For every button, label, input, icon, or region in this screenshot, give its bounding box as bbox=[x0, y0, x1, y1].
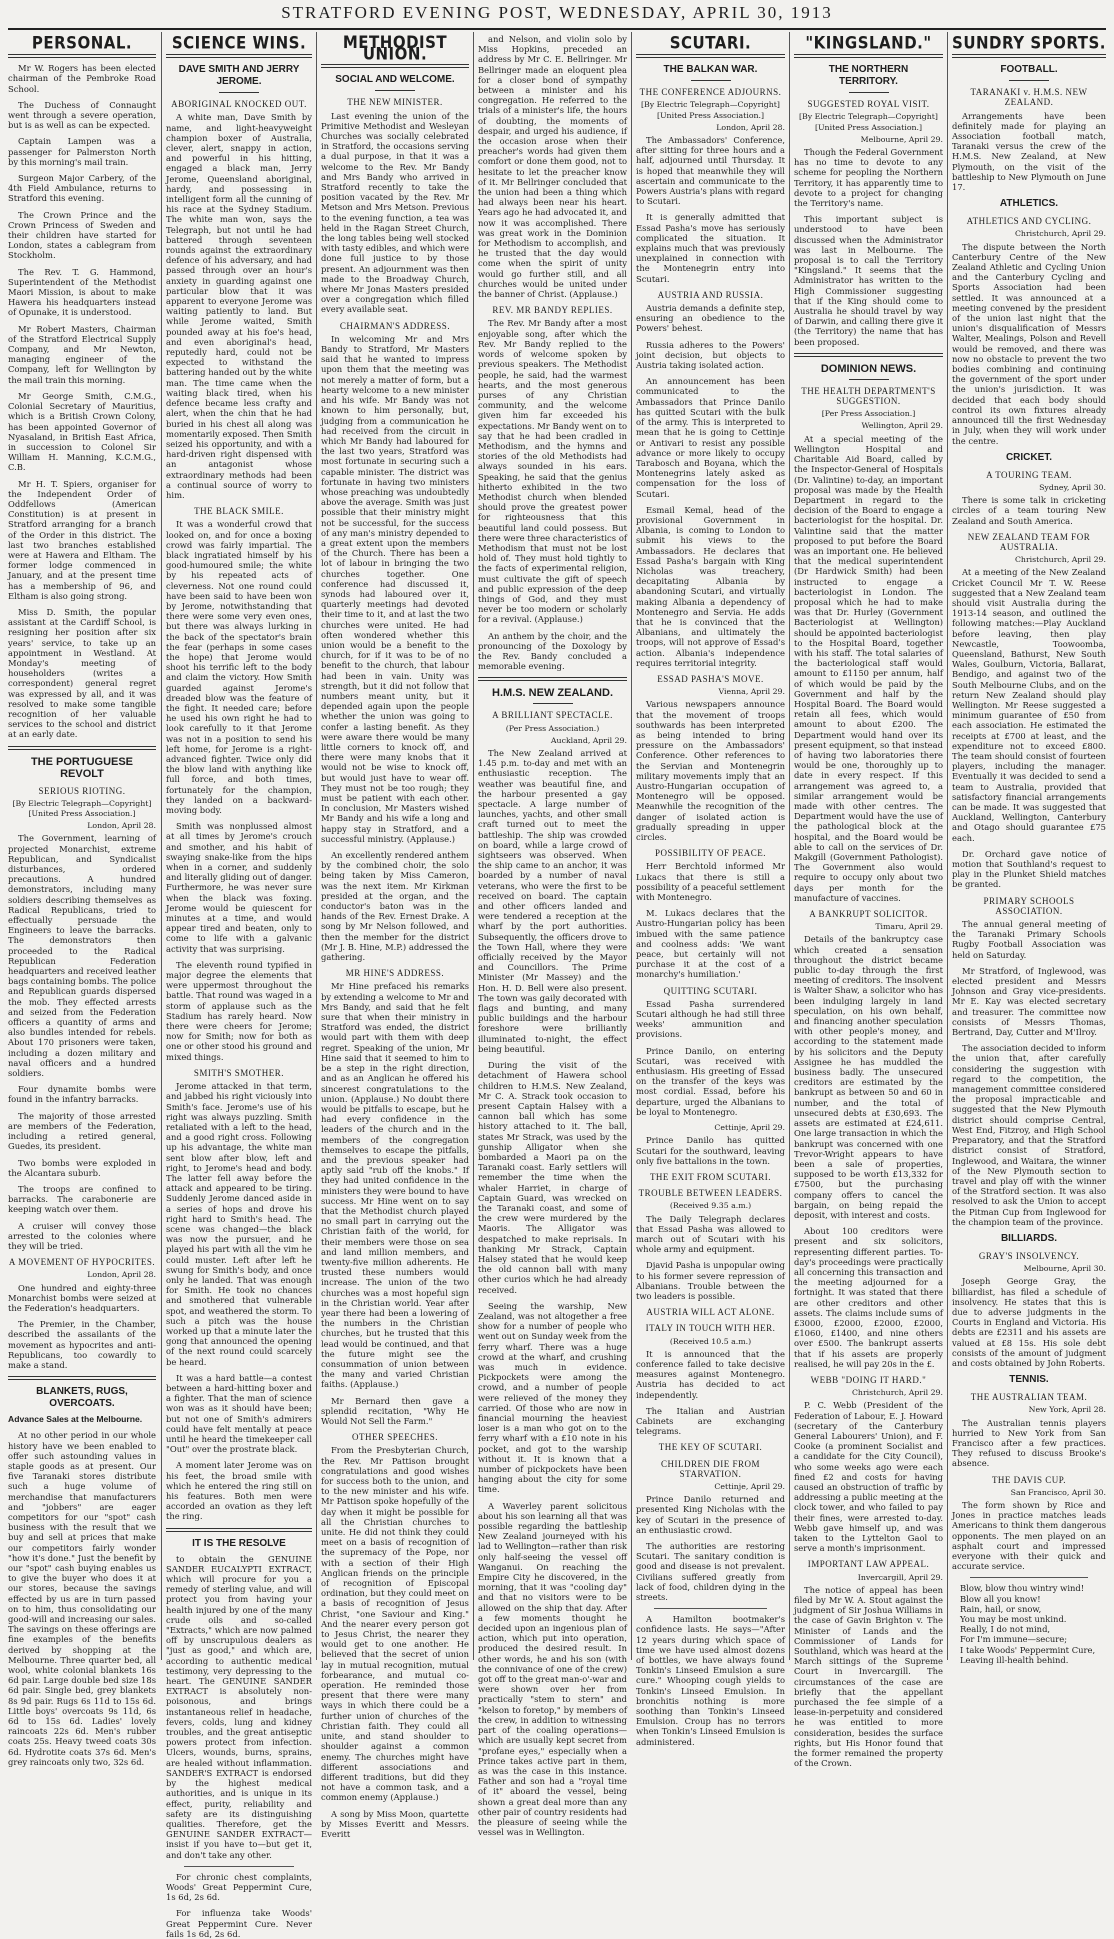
paragraph: Miss D. Smith, the popular assistant at the Cardiff School, is resigning her position after six years' service, to take up an appointment in Westland. At Monday's meeting of householders (writes a correspondent) general regret was expressed by all, and it was resolved to make some tangible recognition of her valuable services to the school and district at an early date. bbox=[8, 606, 156, 740]
column-rule bbox=[631, 32, 632, 1660]
paragraph: About 100 creditors were present and six solicitors, representing different parties. To-day's proceedings were practically all concerning this transaction and the meeting adjourned for a fortnight. It was stated that there are other creditors and other assets. The claims include sums of £3000, £2000, £2000, £2000, £1060, £1400, and nine others over £500. The bankrupt asserts that if his assets are properly realised, he will pay 20s in the £. bbox=[794, 1226, 943, 1369]
divider bbox=[321, 64, 469, 68]
paragraph: The Premier, in the Chamber, described the assailants of the movement as hypocrites and anti-Republicans, too cowardly to make a stand. bbox=[8, 1319, 156, 1370]
subhead: PRIMARY SCHOOLS ASSOCIATION. bbox=[983, 895, 1075, 916]
column-methodist-union bbox=[321, 31, 469, 1839]
paragraph: The troops are confined to barracks. The carabonerie are keeping watch over them. bbox=[8, 1183, 156, 1215]
paragraph: A cruiser will convey those arrested to the colonies where they will be tried. bbox=[8, 1220, 156, 1251]
paragraph: The notice of appeal has been filed by Mr W. A. Stout against the judgment of Sir Joshua Williams in the case of Gavin Brighton v. The Minister of Lands and the Commissioner of Lands for Southland, which was heard at the March sittings of the Supreme Court in Invercargill. The circumstances of the case are briefly that the appellant purchased the fee simple of a lease-in-perpetuity and considered he was entitled to more consideration, besides the surface rights, but His Honor found that the former remained the property of the Crown. bbox=[794, 1584, 943, 1769]
paragraph: An anthem by the choir, and the pronouncing of the Doxology by the Rev. Bandy concluded a memorable evening. bbox=[478, 630, 627, 672]
column-methodist-continued bbox=[478, 34, 627, 1838]
subhead: THE NEW MINISTER. bbox=[347, 97, 443, 108]
dateline: Cettinje, April 29. bbox=[714, 1481, 785, 1491]
advertisement-body: For chronic chest complaints, Woods' Great Peppermint Cure, 1s 6d, 2s 6d. bbox=[166, 1871, 312, 1903]
paragraph: Herr Berchtold informed Mr Lukacs that there is still a possibility of a peaceful settlement with Montenegro. bbox=[636, 861, 785, 903]
masthead: STRATFORD EVENING POST, WEDNESDAY, APRIL 30, 1913 bbox=[281, 3, 833, 22]
subhead: POSSIBILITY OF PEACE. bbox=[655, 848, 766, 859]
headline-dominion-news: DOMINION NEWS. bbox=[820, 362, 917, 375]
headline-kingsland: "KINGSLAND." bbox=[805, 32, 932, 54]
subhead: THE EXIT FROM SCUTARI. bbox=[649, 1171, 772, 1182]
subhead: A TOURING TEAM. bbox=[986, 469, 1072, 480]
paragraph: The Rev. T. G. Hammond, Superintendent of the Methodist Maori Mission, is about to make Hawera his headquarters instead of Opunake, it is understood. bbox=[8, 266, 156, 318]
divider bbox=[636, 54, 785, 58]
paragraph: The authorities are restoring Scutari. The sanitary condition is good and disease is not prevalent. Civilians suffered greatly from lack of food, children dying in the streets. bbox=[636, 1541, 785, 1603]
dateline: Invercargill, April 29. bbox=[857, 1572, 943, 1582]
headline-science-wins: SCIENCE WINS. bbox=[171, 32, 307, 54]
paragraph: Last evening the union of the Primitive Methodist and Wesleyan Churches was socially celebrated in Stratford, the occasions serving a dual purpose, in that it was a welcome to the Rev. Mr Bandy and Mrs Bandy who arrived in Stratford recently to take the position vacated by the Rev. Mr Metson and Mrs Metson. Previous to the evening function, a tea was held in the Ragan Street Church, the long tables being well stocked with tasty edibles, and which were done full justice to by those present. An adjournment was then made to the Broadway Church, where Mr Jonas Masters presided over a congregation which filled every available seat. bbox=[321, 110, 469, 315]
subhead: A BRILLIANT SPECTACLE. bbox=[492, 710, 613, 721]
verse-line: Rain, hail, or snow, bbox=[960, 1603, 1042, 1614]
paragraph: The form shown by Rice and Jones in practice matches leads Americans to think them dangerous opponents. The men played on an asphalt court and impressed everyone with their quick and accurate service. bbox=[952, 1499, 1106, 1572]
verse-line: For I'm immune—secure; bbox=[960, 1634, 1068, 1645]
paragraph: The dispute between the North Canterbury Centre of the New Zealand Athletic and Cycling Union and the Canterbury Cycling and Sports Association had been settled. It was announced at a meeting convened by the president of the union last night that the union's disqualification of Messrs Walter, Mealings, Polson and Revell would be removed, and there was now no obstacle to prevent the two bodies combining and continuing the government of the sport under the union's jurisdiction. It was decided that each body should control its own fixtures already announced till the first Wednesday in July, when they will work under the centre. bbox=[952, 241, 1106, 446]
advertisement-body: A Hamilton bootmaker's confidence lasts. He says—"After 12 years during which space of time we have used almost dozens of bottles, we have always found Tonkin's Linseed Emulsion a sure cure." Whooping cough yields to Tonkin's Linseed Emulsion. In bronchitis nothing is more soothing than Tonkin's Linseed Emulsion. Croup has no terrors when Tonkin's Linseed Emulsion is administered. bbox=[636, 1614, 785, 1747]
subhead: DAVE SMITH AND JERRY JEROME. bbox=[178, 64, 300, 88]
dateline: Christchurch, April 29. bbox=[1014, 555, 1106, 565]
paragraph: P. C. Webb (President of the Federation of Labour, E. J. Howard (secretary of the Canterbury General Labourers' Union), and F. Cooke (a prominent Socialist and a candidate for the City Council), who some weeks ago were each fined £2 and costs for having caused an obstruction of traffic by addressing a public meeting at the clock tower, and who failed to pay their fines, were arrested to-day. Webb gave himself up, and was taken to the Lyttelton Gaol to serve a month's imprisonment. bbox=[794, 1400, 943, 1554]
subhead: SUGGESTED ROYAL VISIT. bbox=[807, 99, 930, 110]
masthead-rule bbox=[8, 28, 1106, 30]
subhead: ITALY IN TOUCH WITH HER. bbox=[645, 1323, 776, 1334]
subhead: QUITTING SCUTARI. bbox=[663, 985, 758, 996]
section-tennis: TENNIS. bbox=[1009, 1374, 1049, 1386]
paragraph: From the Presbyterian Church, the Rev. Mr Pattison brought congratulations and good wishes for success both to the union, and to the new minister and his wife. Mr Pattison spoke hopefully of the day when it might be possible for all the Christian churches to unite. He did not think they could meet on a basis of recognition of the supremacy of the Pope, nor with a section of their High Anglican friends on the principle of recognition of Episcopal ordination, but they could meet on a basis of recognition of Jesus Christ, "one Saviour and King." And the nearer every person got to Jesus Christ, the nearer they would get to one another. He believed that the secret of union lay in mutual recognition, mutual forbearance, and mutual co-operation. He reminded those present that there were many ways in which there could be a further union of churches of the Christian faith. They could all unite, and stand shoulder to shoulder against a common enemy. The churches might have different associations and different traditions, but did they not have a common task, and a common enemy (Applause.) bbox=[321, 1445, 469, 1803]
paragraph: Four dynamite bombs were found in the infantry barracks. bbox=[8, 1084, 156, 1105]
paragraph: Prince Danilo, on entering Scutari, was received with enthusiasm. His greeting of Essad on the transfer of the keys was most cordial. Essad, before his departure, urged the Albanians to be loyal to Montenegro. bbox=[636, 1045, 785, 1117]
credit-line: [By Electric Telegraph—Copyright] [United Press Association.] bbox=[799, 112, 938, 132]
paragraph: During the visit of the detachment of Hawera school children to H.M.S. New Zealand, Mr C. A. Strack took occasion to present Captain Halsey with a cannon ball which has some history attached to it. The ball, states Mr Strack, was used by the gunship Alligator when she bombarded a Maori pa on the Taranaki coast. Early settlers will remember the time when the whaler Harriet, in charge of Captain Guard, was wrecked on the Taranaki coast, and some of the crew were murdered by the Maoris. The Alligator was despatched to make reprisals. In thanking Mr Strack, Captain Halsey stated that he would keep the old cannon ball with many other curios which he had already received. bbox=[478, 1060, 627, 1295]
verse-line: Blow, blow thou wintry wind! bbox=[960, 1583, 1085, 1594]
paragraph: It was a wonderful crowd that looked on, and for once a boxing crowd was fairly impartial. The black ingratiated himself by his good-humoured smile; the white by his repeated acts of cleverness. Not one round could have been said to have been won by Jerome, notwithstanding that there were some very even ones, but there was always lurking in the back of the spectator's brain the fear (perhaps in some cases the hope) that Jerome would shoot his terrific left to the body and claim the victory. How Smith guarded against Jerome's dreaded blow was the feature of the fight. It needed care; before he used his own right he had to look carefully to it that Jerome was not in a position to send his left home, for Jerome is a right-advanced fighter. Twice only did the blow land with anything like full force, and both times, fortunately for the champion, they landed on a backward-moving body. bbox=[166, 519, 312, 816]
column-rule bbox=[316, 32, 317, 1660]
column-rule bbox=[789, 32, 790, 1660]
paragraph: The New Zealand arrived at 1.45 p.m. to-day and met with an enthusiastic reception. The weather was beautiful fine, and the harbour presented a gay spectacle. A large number of launches, yachts, and other small craft turned out to meet the battleship. The ship was crowded on board, while a large crowd of sightseers was observed. When the ship came to an anchor, it was boarded by a number of naval veterans, who were the first to be received on board. The captain and other officers landed and were tendered a reception at the wharf by the port authorities. Subsequently, the officers drove to the Town Hall, where they were officially received by the Mayor and Councillors. The Prime Minister (Mr Massey) and the Hon. H. D. Bell were also present. The town was gaily decorated with flags and bunting, and many public buildings and the harbour foreshore were brilliantly illuminated to-night, the effect being beautiful. bbox=[478, 748, 627, 1054]
subhead: SOCIAL AND WELCOME. bbox=[335, 74, 455, 86]
paragraph: The association decided to inform the union that, after carefully considering the suggestion with regard to the competition, the management committee considered the proposal impracticable and suggested that the New Plymouth district should comprise Central, West End, Fitzroy, and High School Preparatory, and that the Stratford district consist of Stratford, Inglewood, and Waitara, the winner of the New Plymouth section to travel and play off with the winner of the Stratford section. It was also resolved to ask the Union to accept the Pitman Cup from Inglewood for the champion team of the province. bbox=[952, 1043, 1106, 1227]
headline-methodist-union: METHODIST UNION. bbox=[342, 31, 448, 65]
paragraph: An announcement has been communicated to the Ambassadors that Prince Danilo has quitted Scutari with the bulk of the army. This is interpreted to mean that he is going to Cettinje or Antivari to resist any possible advance or more likely to occupy Tarabosch and Boyana, which the Montenegrins lately asked as compensation for the loss of Scutari. bbox=[636, 376, 785, 499]
paragraph: Captain Lampen was a passenger for Palmerston North by this morning's mail train. bbox=[8, 136, 156, 167]
divider bbox=[166, 1528, 312, 1532]
dateline: London, April 28. bbox=[87, 1270, 156, 1280]
subhead: SMITH'S SMOTHER. bbox=[193, 1067, 285, 1078]
paragraph: A moment later Jerome was on his feet, the broad smile with which he entered the ring still on his features. Both men were accorded an ovation as they left the ring. bbox=[166, 1460, 312, 1522]
paragraph: Joseph George Gray, the billiardist, has filed a schedule of insolvency. He states that this is due to adverse judgments in the Courts in England and Victoria. His debts are £2311 and his assets are valued at £8 15s. His sole debt consists of the amount of judgment and costs obtained by John Roberts. bbox=[952, 1276, 1106, 1368]
column-rule bbox=[161, 32, 162, 1660]
paragraph: Mr Hine prefaced his remarks by extending a welcome to Mr and Mrs Bandy, and said that he felt sure that when their ministry in Stratford was ended, the district would part with them with deep regret. Speaking of the union, Mr Hine said that it seemed to him to be a step in the right direction, and as an Anglican he offered his sincerest congratulations to the union. (Applause.) No doubt there would be pitfalls to escape, but he had every confidence in the leaders of the church and in the members of the congregation themselves to escape the pitfalls, and the previous speaker had aptly said "rub off the knobs." If they had united confidence in the ministers they were bound to have success. Mr Hine went on to say that the Methodist church played no small part in carrying out the Christian faith of the world, for their members were those on sea and land million members, and twenty-five million adherents. He trusted these numbers would increase. The union of the two churches was a most hopeful sign in the Christian world. Year after year there had been a lowering of the numbers in the Christian churches, but he trusted that this lead would be continued, and that the future might see the consummation of union between the many and varied Christian faiths. (Applause.) bbox=[321, 981, 469, 1390]
subhead: A MOVEMENT OF HYPOCRITES. bbox=[8, 1257, 156, 1268]
paragraph: The Duchess of Connaught went through a severe operation, but is as well as can be expected. bbox=[8, 99, 156, 131]
divider bbox=[478, 677, 627, 681]
column-sundry-sports bbox=[952, 32, 1106, 1665]
subhead: THE CONFERENCE ADJOURNS. bbox=[639, 87, 782, 98]
paragraph: The Crown Prince and the Crown Princess of Sweden and their children have started for London, states a cablegram from Stockholm. bbox=[8, 209, 156, 261]
divider bbox=[8, 54, 156, 58]
paragraph: It is announced that the conference failed to take decisive measures against Montenegro. Austria has decided to act independently. bbox=[636, 1348, 785, 1400]
subhead: GRAY'S INSOLVENCY. bbox=[978, 1250, 1080, 1261]
paragraph: Surgeon Major Carbery, of the 4th Field Ambulance, returns to Stratford this evening. bbox=[8, 173, 156, 204]
paragraph: Russia adheres to the Powers' joint decision, but objects to Austria taking isolated action. bbox=[636, 339, 785, 371]
dateline: Sydney, April 30. bbox=[1039, 482, 1106, 492]
paragraph: and Nelson, and violin solo by Miss Hopkins, preceded an address by Mr C. E. Bellringer. Mr Bellringer made an eloquent plea for a closer bond of sympathy between a minister and his congregation. He referred to the trials of a minister's life, the hours of doubting, the moments of despair, and urged his audience, if the occasion arose when their preacher's words had given them comfort or done them good, not to hesitate to let the preacher know of it. Mr Bellringer concluded that the union had been a thing which had always been near his heart. Years ago he had advocated it, and now it was accomplished. There was great work in the Dominion for Methodism to accomplish, and he trusted that the day would come when the spirit of unity would go further still, and all churches would be united under the banner of Christ. (Applause.) bbox=[478, 34, 627, 300]
subhead: OTHER SPEECHES. bbox=[351, 1432, 438, 1443]
subhead: THE AUSTRALIAN TEAM. bbox=[970, 1392, 1088, 1403]
divider bbox=[166, 54, 312, 58]
dateline: Christchurch, April 29. bbox=[851, 1388, 943, 1398]
paragraph: There is some talk in cricketing circles of a team touring New Zealand and South America. bbox=[952, 495, 1106, 526]
divider bbox=[794, 353, 943, 357]
received-time: (Received 9.35 a.m.) bbox=[669, 1201, 752, 1211]
subhead: THE BLACK SMILE. bbox=[194, 506, 284, 517]
divider bbox=[849, 92, 889, 93]
paragraph: Austria demands a definite step, ensuring an obedience to the Powers' behest. bbox=[636, 303, 785, 334]
dateline: Melbourne, April 29. bbox=[860, 134, 943, 144]
paragraph: The Italian and Austrian Cabinets are exchanging telegrams. bbox=[636, 1405, 785, 1437]
subhead: THE HEALTH DEPARTMENT'S SUGGESTION. bbox=[801, 385, 936, 407]
credit-line: [Per Press Association.] bbox=[821, 409, 916, 419]
dateline: London, April 28. bbox=[87, 821, 156, 831]
subhead: THE DAVIS CUP. bbox=[991, 1474, 1067, 1485]
dateline: Vienna, April 29. bbox=[718, 687, 785, 697]
subhead: MR HINE'S ADDRESS. bbox=[345, 968, 445, 979]
advertisement-subheading: Advance Sales at the Melbourne. bbox=[8, 1414, 143, 1425]
verse-line: Leaving ill-health behind. bbox=[960, 1654, 1069, 1665]
dateline: Auckland, April 29. bbox=[550, 735, 627, 745]
divider bbox=[1009, 80, 1049, 81]
section-athletics: ATHLETICS. bbox=[999, 198, 1059, 210]
divider bbox=[952, 54, 1106, 58]
subhead: NEW ZEALAND TEAM FOR AUSTRALIA. bbox=[967, 531, 1091, 552]
subhead: AUSTRIA WILL ACT ALONE. bbox=[646, 1307, 775, 1318]
paragraph: It is generally admitted that Essad Pasha's move has seriously complicated the situation. It explains much that was previously unexplained in connection with the Montenegrin entry into Scutari. bbox=[636, 212, 785, 284]
paragraph: A Waverley parent solicitous about his son learning all that was possible regarding the battleship New Zealand journeyed with his lad to Wellington—rather than risk only half-seeing the vessel off Wanganui. On reaching the Empire City he discovered, in the morning, that it was "cooling day" and that no visitors were to be allowed on the ship that day. After a few moments thought he decided upon an ingenious plan of action, which put into operation, produced the desired result. In other words, he and his son (with the connivance of one of the crew) got off to the great man-o'-war and were shown over her from practically "stem to stern" and "kelson to foretop," by members of the crew, in addition to witnessing part of the coaling operations—which are usually kept secret from "profane eyes," especially when a Prince takes active part in them, as was the case in this instance. Father and son had a "royal time of it" aboard the vessel, being shown a great deal more than any other pair of country residents had the pleasure of seeing while the vessel was in Wellington. bbox=[478, 1500, 627, 1838]
column-rule bbox=[947, 32, 948, 1660]
verse-line: Really, I do not mind, bbox=[960, 1624, 1051, 1635]
paragraph: Prince Danilo has quitted Scutari for the southward, leaving only five battalions in the town. bbox=[636, 1135, 785, 1166]
credit-line: (Per Press Association.) bbox=[505, 723, 600, 733]
divider bbox=[794, 54, 943, 58]
paragraph: Prince Danilo returned and presented King Nicholas with the key of Scutari in the presence of an enthusiastic crowd. bbox=[636, 1494, 785, 1535]
advertisement-body: At no other period in our whole history have we been enabled to offer such astounding values in staple goods as at present. Our five Taranaki stores distribute such a huge volume of merchandise that manufacturers and "jobbers" are eager competitors for our "spot" cash business with the result that we buy and sell at prices that make our competitors fairly wonder "how it's done." Just the benefit by our "spot" cash buying enables us to give the buyer who does it at our stores, because the savings effected by us are in turn passed on to him, thus consolidating our good-will and increasing our sales. The savings on these offerings are fine examples of the benefits derived by shopping at the Melbourne. Three quarter bed, all wool, white colonial blankets 16s 6d pair. Large double bed size 18s 6d pair. Single bed, grey blankets 8s 9d pair. Rugs 6s 11d to 15s 6d. Little boys' overcoats 9s 11d, 6s 6d to 15s 6d. Ladies' lovely raincoats 22s 6d. Men's rubber coats 25s. Heavy tweed coats 30s 6d. Hydrotite coats 37s 6d. Men's grey raincoats only two, 32s 6d. bbox=[8, 1430, 157, 1767]
advertisement-body: to obtain the GENUINE SANDER EUCALYPTI EXTRACT, which will procure for you a remedy of sterling value, and will protect you from having your health injured by one of the many crude oils and so-called "Extracts," which are now palmed off by unscrupulous dealers as "just as good," and which are, according to authentic medical testimony, very depressing to the heart. The GENUINE SANDER EXTRACT is absolutely non-poisonous, and brings instantaneous relief in headache, fevers, colds, lung and kidney troubles, and the great antiseptic powers protect from infection. Ulcers, wounds, burns, sprains, are healed without inflammation. SANDER'S EXTRACT is endorsed by the highest medical authorities, and is unique in its effect, purity, reliability and safety are its distinguishing qualities. Therefore, get the GENUINE SANDER EXTRACT—insist if you have to—but get it, and don't take any other. bbox=[166, 1553, 312, 1860]
subhead: A BANKRUPT SOLICITOR. bbox=[809, 909, 928, 920]
credit-line: [By Electric Telegraph—Copyright] [United Press Association.] bbox=[12, 798, 152, 818]
advertisement-body: For influenza take Woods' Great Peppermint Cure. Never fails 1s 6d, 2s 6d. bbox=[166, 1908, 312, 1939]
paragraph: The Rev. Mr Bandy after a most enjoyable song, after which the Rev. Mr Bandy replied to the words of welcome spoken by previous speakers. The Methodist people, he said, had the warmest hearts, and the most generous purses of any Christian community, and the welcome given him far exceeded his expectations. Mr Bandy went on to say that he had been cradled in Methodism, and the hymns and stories of the old Methodists had always sounded in his ears. Speaking, he said that the genius hitherto exhibited in the two Methodist church when blended should prove the greatest power for righteousness that this beautiful land could possess. But there were three characteristics of Methodism that must not be lost hold of. They must hold tightly to the facts of experimental religion, must cultivate the gift of speech and public expression of the deep things of God, and they must never be too modern or scholarly for a revival. (Applause.) bbox=[478, 318, 627, 625]
subhead: THE KEY OF SCUTARI. bbox=[658, 1442, 763, 1453]
dateline: London, April 28. bbox=[716, 122, 785, 132]
divider bbox=[533, 703, 573, 704]
paragraph: Though the Federal Government has no time to devote to any scheme for peopling the Northern Territory, it has apparently time to devote to a project for changing the Territory's name. bbox=[794, 147, 943, 209]
paragraph: The Daily Telegraph declares that Essad Pasha was allowed to march out of Scutari with his whole army and equipment. bbox=[636, 1213, 785, 1255]
subhead: AUSTRIA AND RUSSIA. bbox=[657, 289, 764, 300]
paragraph: Smith was nonplussed almost at all times by Jerome's crouch and smother, and his habit of swaying snake-like from the hips when in a corner, and suddenly and literally gliding out of danger. Furthermore, he was never sure when the black was foxing. Jerome would be quiescent for minutes at a time, and would appear tired and beaten, only to come to life with a galvanic activity that was surprising. bbox=[166, 821, 312, 954]
headline-scutari: SCUTARI. bbox=[669, 32, 752, 54]
paragraph: The annual general meeting of the Taranaki Primary Schools Rugby Football Association was held on Saturday. bbox=[952, 919, 1106, 960]
subhead: IMPORTANT LAW APPEAL. bbox=[807, 1559, 930, 1570]
paragraph: It was a hard battle—a contest between a hard-hitting boxer and a fighter. That the man of science won was as it should have been; but not one of Smith's admirers could have felt mentally at peace until he heard the timekeeper call "Out" over the prostrate black. bbox=[166, 1372, 312, 1455]
divider bbox=[184, 1866, 294, 1867]
headline-personal: PERSONAL. bbox=[31, 32, 133, 54]
advertisement-heading: BLANKETS, RUGS, OVERCOATS. bbox=[36, 1386, 128, 1410]
divider bbox=[219, 92, 259, 93]
divider bbox=[375, 90, 415, 91]
paragraph: The Government, learning of projected Monarchist, extreme Republican, and Syndicalist disturbances, ordered precautions. A hundred demonstrators, including many soldiers describing themselves as Radical Republicans, tried to effectually persuade the Engineers to leave the barracks. The demonstrators then proceeded to the Radical Republican Federation headquarters and received leather bags containing bombs. The police and Republican guards dispersed the mob. They effected arrests and seized from the Federation officers a quantity of arms and also bundles intended for rebels. About 170 prisoners were taken, including a dozen military and naval officers and a hundred soldiers. bbox=[8, 833, 156, 1079]
subhead: WEBB "DOING IT HARD." bbox=[810, 1374, 927, 1385]
column-science-wins bbox=[166, 32, 312, 1939]
paragraph: Esmail Kemal, head of the provisional Government in Albania, is coming to London to submit his views to the Ambassadors. He declares that Essad Pasha's bargain with King Nicholas was treachery, decapitating Albania by abandoning Scutari, and virtually making Albania a dependency of Montenegro and Servia. He adds that he is convinced that the Albanians, and ultimately the troops, will not approve of Essad's action. Albania's independence requires territorial integrity. bbox=[636, 504, 785, 668]
column-scutari bbox=[636, 32, 785, 1747]
headline-sundry-sports: SUNDRY SPORTS. bbox=[952, 32, 1106, 54]
paragraph: Djavid Pasha is unpopular owing to his former severe repression of Albanians. Trouble between the two leaders is possible. bbox=[636, 1260, 785, 1301]
subhead: ESSAD PASHA'S MOVE. bbox=[657, 673, 764, 684]
dateline: Wellington, April 29. bbox=[861, 421, 943, 431]
headline-portuguese-revolt: THE PORTUGUESE REVOLT bbox=[30, 755, 134, 780]
dateline: Christchurch, April 29. bbox=[1014, 229, 1106, 239]
paragraph: Mr W. Rogers has been elected chairman of the Pembroke Road School. bbox=[8, 63, 156, 94]
subhead: THE BALKAN WAR. bbox=[663, 64, 758, 76]
section-cricket: CRICKET. bbox=[1005, 451, 1053, 463]
paragraph: Jerome attacked in that term, and jabbed his right viciously into Smith's face. Jerome's use of his right was always puzzling. Smith retaliated with a left to the head, and a good right cross. Following up his advantage, the white man sent blow after blow, left and right, to Jerome's head and body. The latter fell away before the attack and appeared to be tiring. Suddenly Jerome danced aside in a series of hops and drove his right hard to Smith's head. The scene was changed—the black was now the pursuer, and he played his part with all the vim he could muster. Left after left he swung for Smith's body, and once only he landed. That was enough for Smith. He took no chances and smothered that vulnerable spot, and weathered the storm. To such a pitch was the house worked up that a minute later the gong that announced the opening of the next round could scarcely be heard. bbox=[166, 1081, 312, 1367]
subhead: CHILDREN DIE FROM STARVATION. bbox=[660, 1458, 760, 1479]
paragraph: Dr. Orchard gave notice of motion that Southland's request to play in the Plunket Shield matches be granted. bbox=[952, 848, 1106, 890]
dateline: Timaru, April 29. bbox=[875, 922, 943, 932]
subhead: ATHLETICS AND CYCLING. bbox=[966, 216, 1092, 227]
paragraph: Essad Pasha surrendered Scutari although he had still three weeks' ammunition and provisions. bbox=[636, 998, 785, 1040]
paragraph: Various newspapers announce that the movement of troops southwards has been interpreted as being intended to bring pressure on the Ambassadors' Conference. Other references to the Servian and Montenegrin military movements imply that an Austro-Hungarian occupation of Montenegro will be opposed. Meanwhile the recognition of the danger of isolated action is gradually spreading in upper circles. bbox=[636, 699, 785, 843]
paragraph: Mr H. T. Spiers, organiser for the Independent Order of Oddfellows (American Constitution) is at present in Stratford arranging for a branch of the Order in this district. The last two branches established were at Hawera and Eltham. The former lodge commenced in January, and at the present time has a membership of 96, and Eltham is also going strong. bbox=[8, 478, 156, 601]
paragraph: Arrangements have been definitely made for playing an Association football match, Taranaki versus the crew of the H.M.S. New Zealand, at New Plymouth, on the visit of the battleship to New Plymouth on June 17. bbox=[952, 110, 1106, 193]
headline-hms-new-zealand: H.M.S. NEW ZEALAND. bbox=[492, 687, 613, 700]
verse-line: Blow all you know! bbox=[960, 1593, 1041, 1604]
divider bbox=[691, 80, 731, 81]
subhead: REV. MR BANDY REPLIES. bbox=[492, 305, 613, 316]
paragraph: The Ambassadors' Conference, after sitting for three hours and a half, adjourned until Thursday. It is hoped that meanwhile they will ascertain and communicate to the Powers Austria's plans with regard to Scutari. bbox=[636, 135, 785, 207]
subhead: THE NORTHERN TERRITORY. bbox=[828, 64, 909, 88]
paragraph: A song by Miss Moon, quartette by Misses Everitt and Messrs. Everitt bbox=[321, 1808, 469, 1839]
paragraph: At a meeting of the New Zealand Cricket Council Mr T. W. Reese suggested that a New Zealand team should visit Australia during the 1913-14 season, and outlined the following matches:—Play Auckland before leaving, then play Newcastle, Toowoomba, Queensland, Bathurst, New South Wales, Goulburn, Victoria, Ballarat, Bendigo, and against two of the South Melbourne Clubs, and on the return New Zealand should play Wellington. Mr Reese suggested a minimum guarantee of £50 from each association. He estimated the receipts at £700 at least, and the expenditure not to exceed £800. The team should consist of fourteen players, including the manager. Eventually it was decided to send a team to Australia, provided that satisfactory financial arrangements can be made. It was suggested that Auckland, Wellington, Canterbury and Otago should guarantee £75 each. bbox=[952, 567, 1106, 843]
divider bbox=[970, 1577, 1088, 1578]
column-kingsland bbox=[794, 32, 943, 1769]
paragraph: At a special meeting of the Wellington Hospital and Charitable Aid Board, called by the Inspector-General of Hospitals (Dr. Valintine) to-day, an important proposal was made by the Health Department in regard to the decision of the Board to engage a bacteriologist for the hospital. Dr. Valintine said that the matter proposed to put before the Board was an important one. He believed that the medical superintendent (Dr Hardwick Smith) had been instructed to engage a bacteriologist in London. The proposal which he had to make was that Dr. Hurley (Government Bacteriologist at Wellington) should be appointed bacteriologist to the Hospital Board, together with his staff. The total salaries of the bacteriological staff would amount to £1150 per annum, half of which would be paid by the Government and half by the Hospital Board. The Board would retain all fees, which would amount to about £200. The Department would hand over its present equipment, so that instead of having two laboratories there would be one, thoroughly up to date in every respect. If this arrangement was agreed to, a similar arrangement would be made with other centres. The Department would have the use of the pathological block at the hospital, and the Board would be able to call on the services of Dr. Makgill (Government Pathologist). The Government also would require to occupy only about two days per month for the manufacture of vaccines. bbox=[794, 433, 943, 903]
divider bbox=[8, 1376, 156, 1380]
paragraph: Mr Bernard then gave a splendid recitation, "Why He Would Not Sell the Farm." bbox=[321, 1395, 469, 1426]
dateline: Cettinje, April 29. bbox=[714, 1123, 785, 1133]
paragraph: Two bombs were exploded in the Alcantara suburb. bbox=[8, 1157, 156, 1178]
paragraph: Mr Stratford, of Inglewood, was elected president and Messrs Johnson and Gray vice-presidents. Mr E. Kay was elected secretary and treasurer. The committee now consists of Messrs Thomas, Bertrand, Day, Cutter and M'Ilroy. bbox=[952, 965, 1106, 1038]
subhead: ABORIGINAL KNOCKED OUT. bbox=[171, 99, 307, 110]
verse-line: You may be most unkind. bbox=[960, 1614, 1067, 1625]
verse-line: I take Woods' Peppermint Cure, bbox=[960, 1644, 1096, 1655]
paragraph: In welcoming Mr and Mrs Bandy to Stratford, Mr Masters said that he wanted to impress upon them that the meeting was not merely a matter of form, but a hearty welcome to a new minister and his wife. Mr Bandy was not known to him personally, but, judging from a communication he had received from the circuit in which Mr Bandy had laboured for the last two years, Stratford was most fortunate in securing such a capable minister. The district was fortunate in having two ministers whose preaching was undoubtedly above the average. Smith was just possible that their ministry might not be successful, for the success of any man's ministry depended to a great extent upon the members of the Church. There has been a lot of labour in bringing the two churches together. One conference had discussed it, synods had laboured over it, quarterly meetings had devoted their time to it, and at last the two churches were united. He had often wondered whether this union would be a benefit to the church, for if it was to be of no benefit to the church, that labour had been in vain. Unity was strength, but it did not follow that numbers meant unity, but it depended again upon the people whether the union was going to confer a lasting benefit. As they were aware there would be many little corners to knock off, and there were many knobs that it would not be wise to knock off, but would just have to wear off. They must not be too rough; they must be patient with each other. In conclusion, Mr Masters wished Mr Bandy and his wife a long and happy stay in Stratford, and a successful ministry. (Applause.) bbox=[321, 333, 469, 844]
divider bbox=[849, 379, 889, 380]
paragraph: Seeing the warship, New Zealand, was not altogether a free show for a number of people who went out on Sunday week from the ferry wharf. There was a huge crowd at the wharf, and crushing was much in evidence. Pickpockets were among the crowd, and a number of people were relieved of the money they carried. Of those who are now in financial mourning the heaviest loser is a man who got on to the ferry wharf with a £10 note in his pocket, and got to the warship without it. It is known that a number of pickpockets have been hanging about the city for some time. bbox=[478, 1300, 627, 1495]
subhead: FOOTBALL. bbox=[1000, 64, 1058, 76]
paragraph: Mr George Smith, C.M.G., Colonial Secretary of Mauritius, which is a British Crown Colony, has been appointed Governor of Nyasaland, in British East Africa, in succession to Colonel Sir William H. Manning, K.C.M.G., C.B. bbox=[8, 390, 156, 473]
paragraph: The eleventh round typified in major degree the elements that were uppermost throughout the battle. That round was waged in a storm of applause such as the Stadium has rarely heard. Now there were cheers for Jerome; now for Smith; now for both as one or other stood his ground and mixed things. bbox=[166, 959, 312, 1062]
dateline: San Francisco, April 30. bbox=[1010, 1487, 1106, 1497]
paragraph: Mr Robert Masters, Chairman of the Stratford Electrical Supply Company, and Mr Newton, managing engineer of the Company, left for Wellington by the mail train this morning. bbox=[8, 323, 156, 385]
received-time: (Received 10.5 a.m.) bbox=[669, 1336, 752, 1346]
advertisement-heading: IT IS THE RESOLVE bbox=[192, 1537, 286, 1549]
subhead: SERIOUS RIOTING. bbox=[38, 785, 126, 796]
paragraph: An excellently rendered anthem by the combined choir, the solo being taken by Miss Cameron, was the next item. Mr Kirkman presided at the organ, and the conductor's baton was in the hands of the Rev. Ernest Drake. A song by Mr Nelson followed, and then the member for the district (Mr J. B. Hine, M.P.) addressed the gathering. bbox=[321, 850, 469, 963]
section-billiards: BILLIARDS. bbox=[1000, 1232, 1058, 1244]
paragraph: A white man, Dave Smith by name, and light-heavyweight champion boxer of Australia, clever, alert, snappy in action, and powerful in his hitting, engaged a black man, Jerry Jerome, Queensland aboriginal, hardy, and possessing in intelligent form all the cunning of his race at the Sydney Stadium. The white man won, says the Telegraph, but not until he had battered through seventeen rounds against the extraordinary defence of his adversary, and had passed through over an hour's anxiety in guarding against one particular blow that it was apparent to everyone Jerome was waiting patiently to land. But while Jerome waited, Smith pounded away at his foe's head, and even aboriginal's head, reputedly hard, could not be expected to withstand the battering handed out by the white man. The time came when the waiting black tired, when his defence became less crafty and alert, when the chin that he had buried in his chest all along was momentarily exposed. Then Smith seized his opportunity, and with a hard-driven right dispensed with an antagonist whose extraordinary methods had been a continual source of worry to him. bbox=[166, 112, 312, 500]
divider bbox=[654, 1608, 767, 1609]
column-rule bbox=[473, 32, 474, 1660]
subhead: TROUBLE BETWEEN LEADERS. bbox=[638, 1188, 783, 1199]
subhead: TARANAKI v. H.M.S. NEW ZEALAND. bbox=[970, 87, 1088, 108]
divider bbox=[8, 746, 156, 750]
subhead: CHAIRMAN'S ADDRESS. bbox=[339, 320, 451, 331]
paragraph: One hundred and eighty-three Monarchist bombs were seized at the Federation's headquarters. bbox=[8, 1282, 156, 1313]
dateline: New York, April 28. bbox=[1028, 1405, 1106, 1415]
paragraph: Details of the bankruptcy case which created a sensation throughout the district became public to-day through the first meeting of creditors. The insolvent is Walter Shaw, a solicitor who has been indulging largely in land speculation, on his own behalf, and financing another speculation with other people's money, and according to the statement made by his solicitors and the Deputy Assignee he has muddled the business badly. The unsecured creditors are estimated by the bankrupt as between 50 and 60 in number, and the total of unsecured debts at £30,693. The assets are estimated at £24,611. One large transaction in which the bankrupt was concerned with one Trevor-Wright appears to have been a sale of properties, supposed to be worth £13,332 for £7500, but the purchasing company offers to cancel the bargain, on being repaid the deposit, with interest and costs. bbox=[794, 934, 943, 1220]
paragraph: M. Lukacs declares that the Austro-Hungarian policy has been imbued with the same patience and coolness adds: 'We want peace, but certainly will not purchase it at the cost of a monarchy's humiliation.' bbox=[636, 908, 785, 980]
paragraph: The majority of those arrested are members of the Federation, including a retired general, Guedes, its president. bbox=[8, 1110, 156, 1152]
credit-line: [By Electric Telegraph—Copyright] [United Press Association.] bbox=[641, 100, 780, 120]
paragraph: This important subject is understood to have been discussed when the Administrator was last in Melbourne. The proposal is to call the Territory "Kingsland." It seems that the Administrator has written to the High Commissioner suggesting that if the King should come to Australia he should travel by way of Darwin, and calling there give it (the Territory) the name that has been proposed. bbox=[794, 214, 943, 347]
paragraph: The Australian tennis players hurried to New York from San Francisco after a few practices. They refused to discuss Brooke's absence. bbox=[952, 1417, 1106, 1469]
dateline: Melbourne, April 30. bbox=[1023, 1264, 1106, 1274]
column-personal bbox=[8, 32, 157, 1767]
